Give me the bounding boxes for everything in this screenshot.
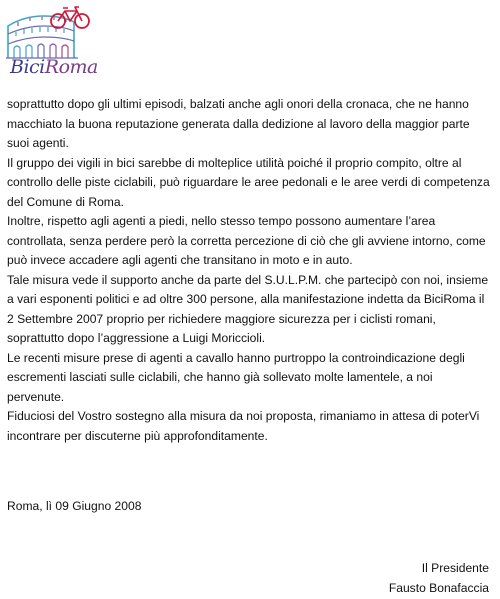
text-line: controllo delle piste ciclabili, può riguardare le aree pedonali e le aree verdi di competenza [7, 175, 490, 189]
letter-body [7, 95, 495, 446]
text-line: Fiduciosi del Vostro sostegno alla misura da noi proposta, rimaniamo in attesa di poterVi [7, 409, 480, 423]
logo-brand-part1: Bici [10, 56, 45, 78]
biciroma-logo [4, 4, 98, 80]
signature-name: Fausto Bonafaccia [388, 580, 489, 595]
text-line: Inoltre, rispetto agli agenti a piedi, nello stesso tempo possono aumentare l’area [7, 214, 436, 228]
text-line: può invece accadere agli agenti che transitano in moto e in auto. [7, 253, 353, 267]
text-line: 2 Settembre 2007 proprio per richiedere maggiore sicurezza per i ciclisti romani, [7, 311, 436, 326]
text-line: controllata, senza perdere però la corretta percezione di ciò che gli avviene intorno, come [7, 233, 486, 248]
paragraph [7, 271, 495, 349]
text-line: soprattutto dopo gli ultimi episodi, balzati anche agli onori della cronaca, che ne hanno [7, 97, 469, 111]
paragraph [7, 95, 495, 154]
text-line: del Comune di Roma. [7, 194, 124, 209]
text-line: escrementi lasciati sulle ciclabili, che hanno già sollevato molte lamentele, a noi [7, 370, 433, 384]
text-line: macchiato la buona reputazione generata dalla dedizione al lavoro della maggior parte [7, 116, 470, 131]
text-line: incontrare per discuterne più approfonditamente. [7, 428, 268, 443]
text-line: Il gruppo dei vigili in bici sarebbe di molteplice utilità poiché il proprio compito, oltre al [7, 155, 462, 170]
paragraph [7, 407, 495, 446]
date-line: Roma, lì 09 Giugno 2008 [7, 499, 142, 513]
bicycle-icon [50, 4, 90, 30]
signature-block [389, 559, 489, 598]
logo-wordmark [10, 58, 98, 77]
text-line: Le recenti misure prese di agenti a cavallo hanno purtroppo la controindicazione degli [7, 350, 465, 365]
text-line: a vari esponenti politici e ad oltre 300 persone, alla manifestazione indetta da BiciRoma il [7, 292, 485, 306]
text-line: Tale misura vede il supporto anche da parte del S.U.L.P.M. che partecipò con noi, insieme [7, 272, 489, 287]
text-line: pervenute. [7, 389, 65, 404]
signature-role: Il Presidente [421, 561, 489, 575]
paragraph [7, 154, 495, 213]
paragraph [7, 349, 495, 408]
paragraph [7, 212, 495, 271]
logo-brand-part2: Roma [44, 56, 98, 78]
text-line: soprattutto dopo l’aggressione a Luigi Moriccioli. [7, 331, 266, 345]
text-line: suoi agenti. [7, 136, 69, 150]
